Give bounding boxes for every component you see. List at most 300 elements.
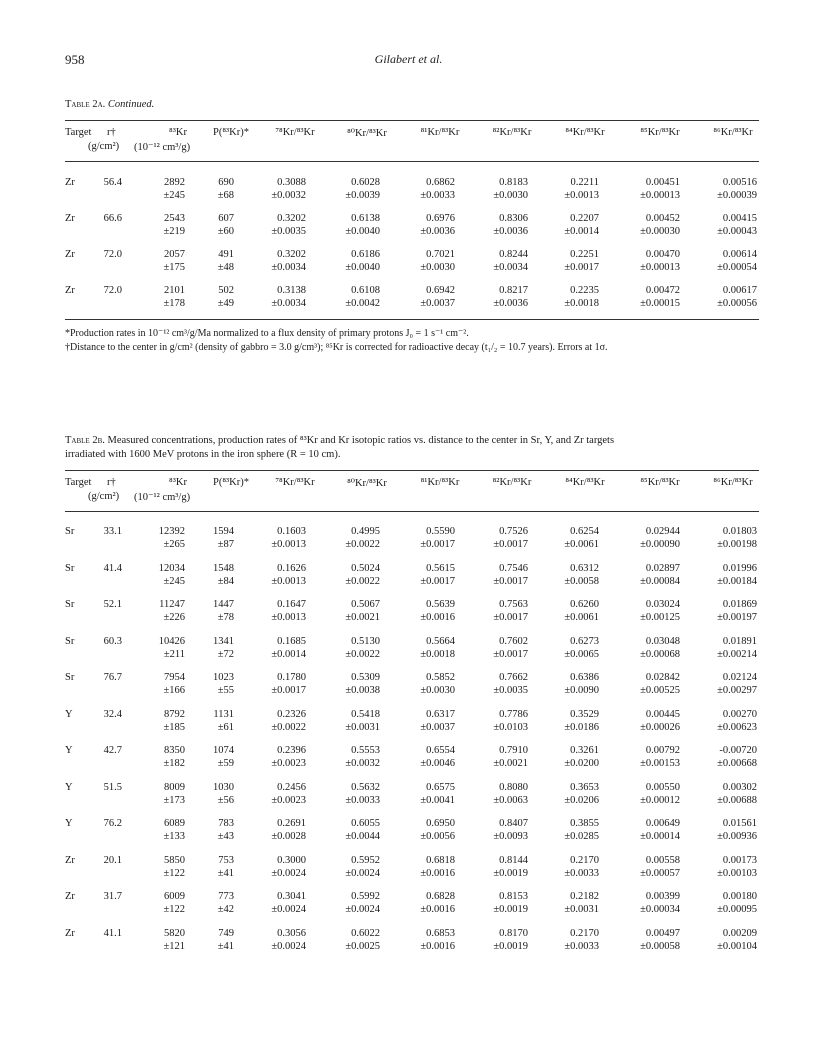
table-2b-error-cell: ±0.0022: [345, 648, 380, 660]
table-2b-error-cell: ±0.0032: [345, 758, 380, 769]
table-2b-error-cell: ±0.0023: [271, 794, 306, 806]
table-2b-value-cell: 0.02842: [645, 672, 680, 683]
table-2b-value-cell: 0.00180: [722, 891, 757, 902]
table-2b-error-cell: ±72: [217, 648, 234, 660]
table-2b-r-cell: 52.1: [103, 599, 122, 610]
table-2a-error-cell: ±0.00056: [717, 298, 757, 309]
table-2b-value-cell: 0.6317: [426, 708, 455, 720]
table-2b-error-cell: ±0.0285: [564, 831, 599, 842]
table-2b-error-cell: ±0.0206: [564, 794, 599, 806]
table-2b-target-cell: Sr: [65, 562, 75, 574]
table-2b-col-ratio-1: ⁷⁸Kr/⁸³Kr: [275, 477, 315, 488]
table-2b-value-cell: 0.00558: [645, 854, 680, 866]
table-2b-value-cell: 1131: [213, 708, 234, 720]
table-2a-value-cell: 0.00617: [722, 285, 757, 296]
table-2b-value-cell: 0.5024: [351, 562, 380, 574]
table-2a-value-cell: 0.8306: [499, 213, 528, 224]
table-2b-error-cell: ±0.0044: [345, 831, 380, 842]
table-2b-col-r: r†: [107, 477, 116, 488]
table-2a-r-cell: 72.0: [103, 249, 122, 260]
table-2b-value-cell: 0.00497: [645, 927, 680, 939]
table-2a-value-cell: 0.00415: [722, 213, 757, 224]
table-2b-value-cell: 0.6575: [426, 781, 455, 793]
table-2a-col-ratio-5: ⁸⁴Kr/⁸³Kr: [565, 127, 605, 138]
table-2b-r-cell: 20.1: [103, 854, 122, 866]
table-2b-value-cell: 0.5632: [351, 781, 380, 793]
table-2b-header-rule: [65, 511, 759, 512]
table-2b-value-cell: 1074: [213, 745, 234, 756]
table-2a-value-cell: 0.00451: [645, 177, 680, 188]
table-2b-value-cell: 1548: [213, 562, 234, 574]
table-2b-error-cell: ±173: [163, 794, 185, 806]
table-2b-error-cell: ±0.0056: [420, 831, 455, 842]
table-2b-error-cell: ±87: [217, 539, 234, 550]
table-2b-value-cell: 0.00649: [645, 818, 680, 829]
table-2a-error-cell: ±0.00054: [717, 262, 757, 273]
table-2b-value-cell: 0.5130: [351, 635, 380, 647]
table-2b-value-cell: 0.6312: [570, 562, 599, 574]
table-2a-error-cell: ±0.0034: [271, 262, 306, 273]
table-2b-error-cell: ±0.0016: [420, 612, 455, 623]
table-2a-value-cell: 0.6186: [351, 249, 380, 260]
table-2b-value-cell: 0.1685: [277, 635, 306, 647]
table-2b-r-cell: 76.7: [103, 672, 122, 683]
table-2b-value-cell: 0.5553: [351, 745, 380, 756]
table-2a-bottom-rule: [65, 319, 759, 320]
table-2a-col-target: Target: [65, 127, 92, 138]
table-2a-value-cell: 690: [218, 177, 234, 188]
table-2b-error-cell: ±0.00688: [717, 794, 757, 806]
table-2b-error-cell: ±56: [217, 794, 234, 806]
table-2b-r-cell: 60.3: [103, 635, 122, 647]
page-number: 958: [65, 52, 85, 67]
table-2a-col-ratio-1: ⁷⁸Kr/⁸³Kr: [275, 127, 315, 138]
table-2b-value-cell: 0.6022: [351, 927, 380, 939]
table-2a-col-p83: P(⁸³Kr)*: [213, 127, 249, 138]
table-2b-value-cell: 1023: [213, 672, 234, 683]
table-2b-error-cell: ±0.0022: [345, 575, 380, 587]
table-2b-error-cell: ±0.0019: [493, 867, 528, 879]
table-2b-value-cell: 0.2456: [277, 781, 306, 793]
table-2a-col-ratio-3: ⁸¹Kr/⁸³Kr: [420, 127, 460, 138]
table-2a-value-cell: 0.6108: [351, 285, 380, 296]
table-2a-error-cell: ±0.00039: [717, 190, 757, 201]
table-2b-target-cell: Zr: [65, 854, 75, 866]
table-2b-error-cell: ±0.0017: [493, 648, 528, 660]
table-2b-value-cell: 0.3056: [277, 927, 306, 939]
table-2b-value-cell: 0.2170: [570, 854, 599, 866]
table-2b-error-cell: ±0.0022: [345, 539, 380, 550]
table-2b-value-cell: 0.6254: [570, 526, 599, 537]
table-2a-value-cell: 0.00470: [645, 249, 680, 260]
table-2b-error-cell: ±0.0023: [271, 758, 306, 769]
table-2b-error-cell: ±0.00090: [640, 539, 680, 550]
table-2a-value-cell: 0.6976: [426, 213, 455, 224]
table-2a-value-cell: 2057: [164, 249, 185, 260]
table-2b-error-cell: ±42: [217, 904, 234, 915]
table-2a-value-cell: 0.3088: [277, 177, 306, 188]
table-2a-value-cell: 0.2207: [570, 213, 599, 224]
table-2b-caption-line-1: Measured concentrations, production rates of ⁸³Kr and Kr isotopic ratios vs. distance to the center in Sr, Y, and Zr targets: [107, 435, 615, 446]
table-2b-col-r-unit: (g/cm²): [88, 491, 120, 502]
table-2b-error-cell: ±0.00297: [717, 685, 757, 696]
table-2b-col-ratio-6: ⁸⁵Kr/⁸³Kr: [640, 477, 680, 488]
table-2b-value-cell: 0.6950: [426, 818, 455, 829]
table-2b-r-cell: 32.4: [103, 708, 122, 720]
table-2b-value-cell: 12034: [158, 562, 185, 574]
table-2b-value-cell: 753: [218, 854, 234, 866]
table-2a-error-cell: ±0.0037: [420, 298, 455, 309]
table-2b-target-cell: Y: [65, 708, 73, 720]
table-2b-error-cell: ±0.0061: [564, 612, 599, 623]
table-2b-target-cell: Zr: [65, 891, 75, 902]
table-2b-error-cell: ±133: [163, 831, 185, 842]
table-2a-col-r-unit: (g/cm²): [88, 141, 120, 152]
table-2b-error-cell: ±55: [217, 685, 234, 696]
table-2a-error-cell: ±0.0034: [493, 262, 528, 273]
table-2b-error-cell: ±0.0022: [271, 721, 306, 733]
table-2b-value-cell: 0.2691: [277, 818, 306, 829]
table-2b-value-cell: 0.8170: [499, 927, 528, 939]
table-2b-value-cell: 0.1603: [277, 526, 306, 537]
table-2b-error-cell: ±0.00197: [717, 612, 757, 623]
table-2a-r-cell: 66.6: [103, 213, 122, 224]
table-2b-error-cell: ±0.00026: [640, 721, 680, 733]
table-2b-error-cell: ±41: [217, 867, 234, 879]
table-2b-value-cell: 0.8144: [499, 854, 528, 866]
table-2b-error-cell: ±0.0016: [420, 867, 455, 879]
table-2b-error-cell: ±0.0046: [420, 758, 455, 769]
table-2b-value-cell: 0.3529: [570, 708, 599, 720]
table-2b-error-cell: ±0.00623: [717, 721, 757, 733]
table-2b-top-rule: [65, 470, 759, 471]
table-2a-value-cell: 0.2235: [570, 285, 599, 296]
table-2b-value-cell: 0.5664: [426, 635, 455, 647]
table-2a-value-cell: 0.3202: [277, 213, 306, 224]
table-2b-value-cell: 8009: [164, 781, 185, 793]
table-2a-target-cell: Zr: [65, 213, 75, 224]
table-2a-caption-text: Continued.: [107, 99, 155, 110]
table-2b-value-cell: 0.00173: [722, 854, 757, 866]
table-2a-error-cell: ±49: [217, 298, 234, 309]
table-2b-col-ratio-2: ⁸⁰Kr/⁸³Kr: [347, 478, 387, 489]
table-2a-value-cell: 0.8183: [499, 177, 528, 188]
table-2b-error-cell: ±0.0017: [493, 612, 528, 623]
table-2a-value-cell: 0.00452: [645, 213, 680, 224]
table-2b-error-cell: ±0.00058: [640, 940, 680, 952]
table-2b-error-cell: ±245: [163, 575, 185, 587]
table-2b-value-cell: 1594: [213, 526, 234, 537]
table-2b-col-ratio-4: ⁸²Kr/⁸³Kr: [492, 477, 532, 488]
table-2b-error-cell: ±0.0031: [345, 721, 380, 733]
table-2b-value-cell: 0.01803: [722, 526, 757, 537]
table-2b-error-cell: ±0.0093: [493, 831, 528, 842]
table-2b-error-cell: ±0.00198: [717, 539, 757, 550]
table-2b-error-cell: ±0.00668: [717, 758, 757, 769]
table-2b-value-cell: 0.00270: [722, 708, 757, 720]
table-2b-value-cell: 12392: [158, 526, 185, 537]
table-2a-value-cell: 2892: [164, 177, 185, 188]
table-2b-error-cell: ±0.0019: [493, 904, 528, 915]
table-2a-value-cell: 0.3202: [277, 249, 306, 260]
table-2a-r-cell: 72.0: [103, 285, 122, 296]
table-2a-col-r: r†: [107, 127, 116, 138]
table-2b-value-cell: 0.03048: [645, 635, 680, 647]
table-2a-error-cell: ±0.0036: [493, 298, 528, 309]
table-2b-error-cell: ±78: [217, 612, 234, 623]
table-2b-error-cell: ±0.0014: [271, 648, 306, 660]
table-2b-error-cell: ±0.0016: [420, 940, 455, 952]
table-2b-value-cell: 0.02124: [722, 672, 757, 683]
table-2b-error-cell: ±0.00125: [640, 612, 680, 623]
table-2b-value-cell: 0.01996: [722, 562, 757, 574]
table-2b-error-cell: ±0.00095: [717, 904, 757, 915]
table-2b-error-cell: ±0.00068: [640, 648, 680, 660]
table-2a-value-cell: 0.2211: [570, 177, 599, 188]
table-2b-value-cell: 0.03024: [645, 599, 680, 610]
table-2b-error-cell: ±0.0186: [564, 721, 599, 733]
table-2b-error-cell: ±122: [163, 904, 185, 915]
table-2b-error-cell: ±0.00104: [717, 940, 757, 952]
table-2b-error-cell: ±0.0033: [345, 794, 380, 806]
table-2a-error-cell: ±178: [163, 298, 185, 309]
table-2a-error-cell: ±0.0042: [345, 298, 380, 309]
table-2b-value-cell: 0.4995: [351, 526, 380, 537]
table-2b-error-cell: ±0.00184: [717, 575, 757, 587]
table-2b-error-cell: ±43: [217, 831, 234, 842]
table-2b-error-cell: ±265: [163, 539, 185, 550]
table-2b-error-cell: ±0.00153: [640, 758, 680, 769]
table-2b-value-cell: 0.2326: [277, 708, 306, 720]
table-2b-value-cell: 6009: [164, 891, 185, 902]
table-2b-error-cell: ±0.00012: [640, 794, 680, 806]
table-2b-error-cell: ±0.0024: [345, 867, 380, 879]
table-2a-error-cell: ±0.0034: [271, 298, 306, 309]
table-2b-value-cell: 6089: [164, 818, 185, 829]
table-2b-value-cell: 0.7563: [499, 599, 528, 610]
table-2b-value-cell: 1341: [213, 635, 234, 647]
table-2b-value-cell: 0.1780: [277, 672, 306, 683]
table-2a-error-cell: ±0.00043: [717, 226, 757, 237]
table-2b-error-cell: ±0.0058: [564, 575, 599, 587]
table-2a-footnote-2: †Distance to the center in g/cm² (density of gabbro = 3.0 g/cm³); ⁸⁵Kr is corrected for radioactive decay (t₁/₂ = 10.7 years). Errors at 1σ.: [65, 342, 608, 353]
table-2b-value-cell: 0.00550: [645, 781, 680, 793]
table-2b-target-cell: Sr: [65, 672, 75, 683]
table-2b-value-cell: 0.6273: [570, 635, 599, 647]
table-2a-value-cell: 0.7021: [426, 249, 455, 260]
table-2b-error-cell: ±211: [163, 648, 185, 660]
table-2b-error-cell: ±0.0024: [271, 940, 306, 952]
table-2b-target-cell: Y: [65, 781, 73, 793]
table-2b-error-cell: ±0.0024: [271, 904, 306, 915]
table-2b-r-cell: 41.1: [103, 927, 122, 939]
table-2a-caption: [65, 98, 154, 112]
table-2b-value-cell: 0.00399: [645, 891, 680, 902]
table-2a-col-ratio-7: ⁸⁶Kr/⁸³Kr: [713, 127, 753, 138]
table-2b-col-kr83: ⁸³Kr: [169, 477, 187, 488]
table-2b-value-cell: 0.7602: [499, 635, 528, 647]
table-2a-error-cell: ±60: [217, 226, 234, 237]
table-2b-r-cell: 33.1: [103, 526, 122, 537]
table-2b-value-cell: 0.6554: [426, 745, 455, 756]
table-2b-target-cell: Sr: [65, 635, 75, 647]
table-2b-error-cell: ±0.0017: [271, 685, 306, 696]
table-2a-value-cell: 0.6942: [426, 285, 455, 296]
table-2b-value-cell: 0.7910: [499, 745, 528, 756]
table-2a-error-cell: ±0.0040: [345, 226, 380, 237]
table-2b-value-cell: 0.1626: [277, 562, 306, 574]
table-2b-value-cell: 0.6818: [426, 854, 455, 866]
table-2b-value-cell: 0.5067: [351, 599, 380, 610]
table-2b-value-cell: 773: [218, 891, 234, 902]
table-2b-value-cell: 0.7662: [499, 672, 528, 683]
table-2b-col-ratio-3: ⁸¹Kr/⁸³Kr: [420, 477, 460, 488]
table-2b-target-cell: Y: [65, 818, 73, 829]
table-2b-value-cell: 0.3855: [570, 818, 599, 829]
table-2b-error-cell: ±0.0103: [493, 721, 528, 733]
table-2b-error-cell: ±0.0030: [420, 685, 455, 696]
table-2b-error-cell: ±0.0033: [564, 867, 599, 879]
table-2a-error-cell: ±48: [217, 262, 234, 273]
table-2b-error-cell: ±166: [163, 685, 185, 696]
table-2a-error-cell: ±0.0030: [493, 190, 528, 201]
table-2b-error-cell: ±0.0013: [271, 612, 306, 623]
table-2b-value-cell: 0.00209: [722, 927, 757, 939]
table-2b-error-cell: ±0.0013: [271, 539, 306, 550]
table-2a-top-rule: [65, 120, 759, 121]
table-2a-error-cell: ±0.0032: [271, 190, 306, 201]
table-2b-value-cell: 1030: [213, 781, 234, 793]
table-2b-value-cell: 0.3000: [277, 854, 306, 866]
table-2b-error-cell: ±0.00214: [717, 648, 757, 660]
table-2b-error-cell: ±0.0021: [345, 612, 380, 623]
table-2b-value-cell: 0.8080: [499, 781, 528, 793]
table-2b-value-cell: 7954: [164, 672, 185, 683]
table-2b-error-cell: ±0.00084: [640, 575, 680, 587]
table-2b-error-cell: ±0.0090: [564, 685, 599, 696]
table-2b-value-cell: -0.00720: [719, 745, 757, 756]
table-2b-error-cell: ±0.0024: [271, 867, 306, 879]
table-2b-value-cell: 0.2396: [277, 745, 306, 756]
table-2b-error-cell: ±0.00103: [717, 867, 757, 879]
table-2a-error-cell: ±0.0013: [564, 190, 599, 201]
table-2b-value-cell: 0.2170: [570, 927, 599, 939]
table-2a-header-rule: [65, 161, 759, 162]
table-2b-value-cell: 0.02897: [645, 562, 680, 574]
table-2b-value-cell: 0.3261: [570, 745, 599, 756]
table-2b-label: Table 2b.: [65, 435, 105, 446]
table-2b-error-cell: ±0.0038: [345, 685, 380, 696]
table-2a-value-cell: 0.6862: [426, 177, 455, 188]
table-2a-col-ratio-4: ⁸²Kr/⁸³Kr: [492, 127, 532, 138]
table-2b-error-cell: ±226: [163, 612, 185, 623]
table-2a-value-cell: 0.8244: [499, 249, 528, 260]
table-2b-error-cell: ±61: [217, 721, 234, 733]
table-2a-col-ratio-6: ⁸⁵Kr/⁸³Kr: [640, 127, 680, 138]
table-2a-footnote-1: *Production rates in 10⁻¹² cm³/g/Ma normalized to a flux density of primary protons J₀ = 1 s⁻¹ cm⁻².: [65, 328, 469, 339]
table-2b-target-cell: Zr: [65, 927, 75, 939]
table-2b-value-cell: 0.5852: [426, 672, 455, 683]
table-2b-col-target: Target: [65, 477, 92, 488]
table-2b-target-cell: Sr: [65, 526, 75, 537]
table-2b-value-cell: 0.5590: [426, 526, 455, 537]
table-2a-error-cell: ±0.0014: [564, 226, 599, 237]
table-2b-value-cell: 0.5992: [351, 891, 380, 902]
table-2b-error-cell: ±0.0065: [564, 648, 599, 660]
table-2b-error-cell: ±0.0025: [345, 940, 380, 952]
table-2b-value-cell: 8350: [164, 745, 185, 756]
table-2b-value-cell: 11247: [159, 599, 185, 610]
table-2a-error-cell: ±0.00013: [640, 190, 680, 201]
table-2b-error-cell: ±0.0013: [271, 575, 306, 587]
table-2b-value-cell: 0.5615: [426, 562, 455, 574]
table-2b-caption: [65, 434, 614, 462]
table-2b-value-cell: 0.5309: [351, 672, 380, 683]
table-2a-col-ratio-2: ⁸⁰Kr/⁸³Kr: [347, 128, 387, 139]
table-2b-error-cell: ±0.0061: [564, 539, 599, 550]
table-2b-error-cell: ±0.0017: [420, 539, 455, 550]
table-2a-value-cell: 0.00614: [722, 249, 757, 260]
table-2b-value-cell: 0.1647: [277, 599, 306, 610]
table-2b-error-cell: ±0.0021: [493, 758, 528, 769]
table-2a-target-cell: Zr: [65, 177, 75, 188]
table-2b-col-ratio-5: ⁸⁴Kr/⁸³Kr: [565, 477, 605, 488]
table-2b-value-cell: 0.3041: [277, 891, 306, 902]
table-2b-caption-line-2: irradiated with 1600 MeV protons in the iron sphere (R = 10 cm).: [65, 449, 341, 460]
table-2a-error-cell: ±0.0017: [564, 262, 599, 273]
table-2b-error-cell: ±0.0035: [493, 685, 528, 696]
table-2a-value-cell: 0.2251: [570, 249, 599, 260]
table-2b-value-cell: 0.5952: [351, 854, 380, 866]
table-2a-error-cell: ±219: [163, 226, 185, 237]
table-2a-value-cell: 2543: [164, 213, 185, 224]
table-2b-error-cell: ±0.0031: [564, 904, 599, 915]
table-2b-value-cell: 0.00792: [645, 745, 680, 756]
table-2b-error-cell: ±0.0063: [493, 794, 528, 806]
table-2b-value-cell: 0.7526: [499, 526, 528, 537]
table-2b-col-kr83-unit: (10⁻¹² cm³/g): [134, 492, 191, 503]
table-2b-value-cell: 0.7786: [499, 708, 528, 720]
table-2b-error-cell: ±182: [163, 758, 185, 769]
table-2a-value-cell: 491: [218, 249, 234, 260]
table-2b-error-cell: ±84: [217, 575, 234, 587]
running-head: Gilabert et al.: [374, 52, 443, 66]
table-2a-col-kr83-unit: (10⁻¹² cm³/g): [134, 142, 191, 153]
table-2b-error-cell: ±122: [163, 867, 185, 879]
table-2b-error-cell: ±41: [217, 940, 234, 952]
table-2b-error-cell: ±0.0017: [420, 575, 455, 587]
table-2a-value-cell: 502: [218, 285, 234, 296]
table-2a-error-cell: ±175: [163, 262, 185, 273]
table-2b-error-cell: ±0.00525: [640, 685, 680, 696]
table-2b-col-p83: P(⁸³Kr)*: [213, 477, 249, 488]
table-2b-error-cell: ±0.0024: [345, 904, 380, 915]
table-2a-target-cell: Zr: [65, 285, 75, 296]
table-2b-value-cell: 0.7546: [499, 562, 528, 574]
table-2a-error-cell: ±0.0033: [420, 190, 455, 201]
table-2b-error-cell: ±0.0016: [420, 904, 455, 915]
table-2b-value-cell: 0.01869: [722, 599, 757, 610]
table-2b-value-cell: 8792: [164, 708, 185, 720]
table-2b-error-cell: ±0.0017: [493, 539, 528, 550]
table-2a-error-cell: ±0.0036: [493, 226, 528, 237]
table-2b-r-cell: 42.7: [103, 745, 122, 756]
table-2a-error-cell: ±0.00013: [640, 262, 680, 273]
table-2a-error-cell: ±68: [217, 190, 234, 201]
table-2b-value-cell: 749: [218, 927, 234, 939]
table-2b-r-cell: 76.2: [103, 818, 122, 829]
table-2b-value-cell: 10426: [158, 635, 185, 647]
